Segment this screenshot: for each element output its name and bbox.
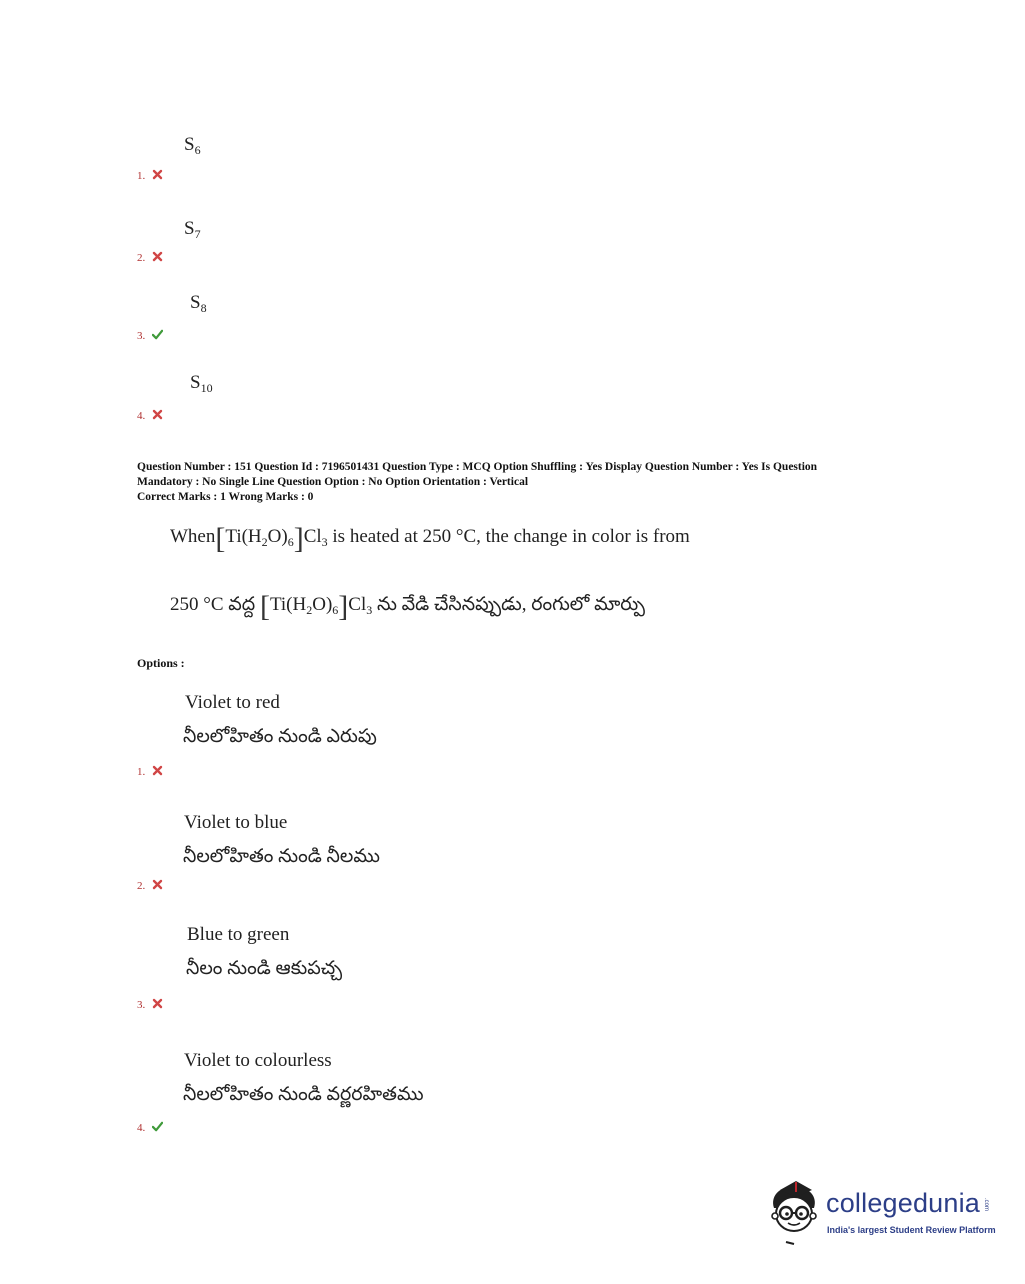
option-3-marker[interactable]: 3. [137, 995, 163, 1013]
wrong-x-icon [152, 251, 163, 262]
prev-option-4-text: $S_{10}$ [190, 372, 213, 395]
question-meta-line-3: Correct Marks : 1 Wrong Marks : 0 [137, 491, 314, 503]
prev-option-2-text: $S_7$ [184, 218, 201, 241]
option-3-en: Blue to green [187, 924, 290, 945]
wrong-x-icon [152, 169, 163, 180]
option-1-te: నీలలోహితం నుండి ఎరుపు [183, 726, 377, 747]
option-4-te: నీలలోహితం నుండి వర్ణరహితము [183, 1084, 424, 1105]
prev-option-1-marker[interactable]: 1. [137, 166, 163, 184]
wrong-x-icon [152, 765, 163, 776]
question-meta [137, 460, 917, 505]
logo-wordmark: collegedunia [826, 1188, 981, 1218]
wrong-x-icon [152, 879, 163, 890]
prev-option-3-marker[interactable]: 3. [137, 326, 163, 344]
question-meta-line-2: Mandatory : No Single Line Question Option : No Option Orientation : Vertical [137, 476, 529, 488]
question-text-te: 250 °C వద్ద $[Ti(H_2O)_6]Cl_3$ ను వేడి చేసినప్పుడు, రంగులో మార్పు [170, 590, 646, 623]
option-2-marker[interactable]: 2. [137, 876, 163, 894]
option-1-en: Violet to red [185, 692, 280, 713]
prev-option-4-marker[interactable]: 4. [137, 406, 163, 424]
correct-check-icon [152, 1121, 163, 1132]
prev-option-1-text: $S_6$ [184, 134, 201, 157]
option-1-marker[interactable]: 1. [137, 762, 163, 780]
option-2-en: Violet to blue [184, 812, 288, 833]
wrong-x-icon [152, 409, 163, 420]
logo-com: .com [983, 1198, 989, 1212]
question-text-en: $When[Ti(H_2O)_6]Cl_3$ is heated at 250 °C, the change in color is from [170, 522, 690, 555]
option-4-marker[interactable]: 4. [137, 1118, 163, 1136]
wrong-x-icon [152, 998, 163, 1009]
logo-tagline: India's largest Student Review Platform [827, 1225, 996, 1235]
student-mascot-icon [766, 1178, 824, 1246]
options-label: Options : [137, 656, 185, 670]
collegedunia-logo[interactable] [766, 1178, 996, 1248]
option-4-en: Violet to colourless [184, 1050, 332, 1071]
question-meta-line-1: Question Number : 151 Question Id : 7196501431 Question Type : MCQ Option Shuffling : Yes Display Question Number : Yes Is Question [137, 461, 818, 473]
option-3-te: నీలం నుండి ఆకుపచ్చ [186, 958, 343, 979]
prev-option-2-marker[interactable]: 2. [137, 248, 163, 266]
correct-check-icon [152, 329, 163, 340]
option-2-te: నీలలోహితం నుండి నీలము [183, 846, 380, 867]
prev-option-3-text: $S_8$ [190, 292, 207, 315]
